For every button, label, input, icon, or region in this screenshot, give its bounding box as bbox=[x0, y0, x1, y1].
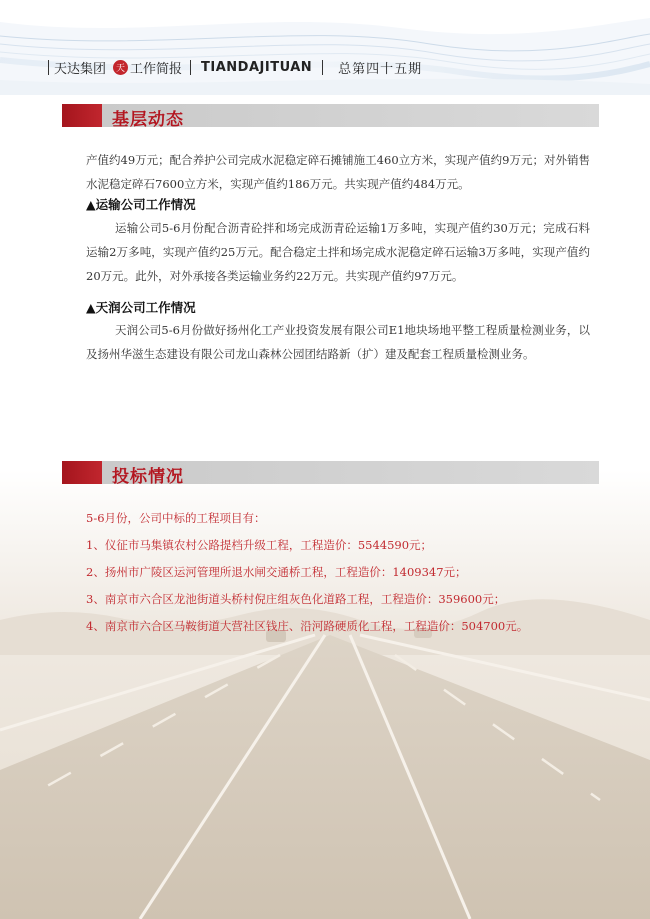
bid-intro: 5-6月份，公司中标的工程项目有： bbox=[86, 511, 266, 525]
header-divider bbox=[190, 60, 191, 75]
tianrun-body bbox=[86, 318, 590, 366]
subheading-tianrun: ▲天润公司工作情况 bbox=[86, 300, 196, 315]
paragraph: 天润公司5-6月份做好扬州化工产业投资发展有限公司E1地块场地平整工程质量检测业务，以及扬州华滋生态建设有限公司龙山森林公园团结路新（扩）建及配套工程质量检测业务。 bbox=[86, 323, 590, 361]
newsletter-name: 工作简报 bbox=[130, 61, 183, 77]
company-logo-icon: 天 bbox=[113, 60, 128, 75]
list-item: 1、仪征市马集镇农村公路提档升级工程，工程造价：5544590元； bbox=[86, 538, 433, 552]
section-accent bbox=[62, 461, 102, 484]
section-header-bidding bbox=[62, 461, 599, 487]
subheading-transport: ▲运输公司工作情况 bbox=[86, 197, 196, 212]
header-divider bbox=[322, 60, 323, 75]
header-wave-graphic bbox=[0, 0, 650, 95]
section-title: 基层动态 bbox=[112, 110, 184, 130]
list-item: 3、南京市六合区龙池街道头桥村倪庄组灰色化道路工程，工程造价：359600元； bbox=[86, 592, 506, 606]
section-accent bbox=[62, 104, 102, 127]
issue-number: 总第四十五期 bbox=[338, 61, 423, 77]
section-header-grassroots bbox=[62, 104, 599, 130]
header-divider bbox=[48, 60, 49, 75]
brand-name: 天达集团 bbox=[54, 61, 107, 77]
brand-latin: TIANDAJITUAN bbox=[201, 59, 313, 75]
section1-intro bbox=[86, 148, 590, 196]
list-item: 2、扬州市广陵区运河管理所退水闸交通桥工程，工程造价：1409347元； bbox=[86, 565, 467, 579]
bid-list bbox=[86, 509, 606, 644]
page-header bbox=[48, 57, 422, 77]
transport-body bbox=[86, 216, 590, 288]
list-item: 4、南京市六合区马鞍街道大营社区钱庄、沿河路硬质化工程，工程造价：504700元。 bbox=[86, 619, 529, 633]
paragraph: 产值约49万元；配合养护公司完成水泥稳定碎石摊铺施工460立方米，实现产值约9万元；对外销售水泥稳定碎石7600立方米，实现产值约186万元。共实现产值约484万元。 bbox=[86, 153, 590, 191]
section-title: 投标情况 bbox=[112, 467, 184, 487]
paragraph: 运输公司5-6月份配合沥青砼拌和场完成沥青砼运输1万多吨，实现产值约30万元；完成石料运输2万多吨，实现产值约25万元。配合稳定土拌和场完成水泥稳定碎石运输3万多吨，实现产值约20万元。此外，对外承接各类运输业务约22万元。共实现产值约97万元。 bbox=[86, 221, 590, 283]
